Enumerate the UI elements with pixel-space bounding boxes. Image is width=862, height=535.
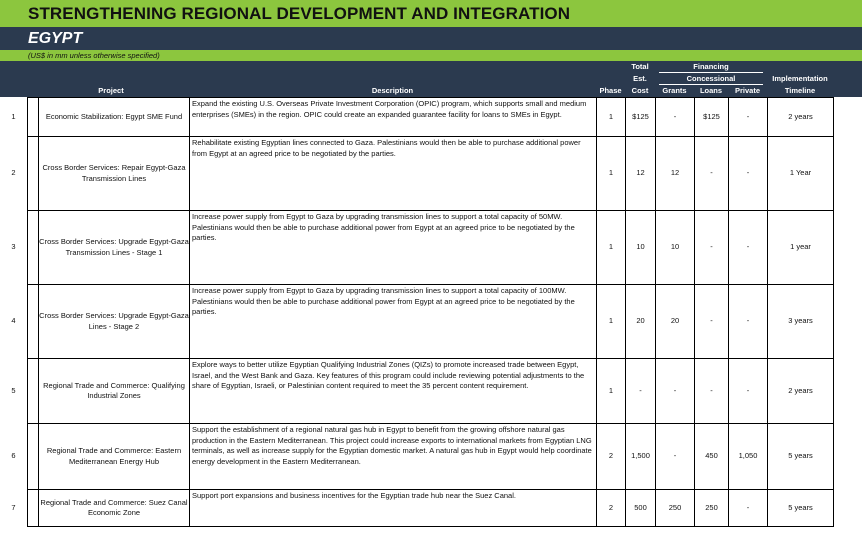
table-row	[28, 285, 834, 359]
grants-cell: 12	[656, 137, 695, 211]
row-number: 3	[11, 242, 16, 251]
loans-cell: -	[695, 137, 729, 211]
timeline-cell: 5 years	[768, 490, 834, 527]
row-number-cell	[28, 98, 39, 137]
description-cell: Support port expansions and business incentives for the Egyptian trade hub near the Suez Canal.	[190, 490, 597, 527]
phase-cell: 1	[597, 285, 626, 359]
grants-cell: -	[656, 359, 695, 424]
loans-cell: -	[695, 285, 729, 359]
header-total-line2: Est.	[633, 74, 647, 83]
project-cell: Cross Border Services: Upgrade Egypt-Gaza Transmission Lines - Stage 1	[39, 211, 190, 285]
row-number-cell	[28, 424, 39, 490]
header-phase: Phase	[599, 86, 622, 95]
row-number-cell	[28, 285, 39, 359]
phase-cell: 1	[597, 98, 626, 137]
concessional-divider	[659, 84, 763, 85]
description-cell: Support the establishment of a regional natural gas hub in Egypt to benefit from the growing offshore natural gas production in the Eastern Mediterranean. This project could increase exports to international markets from Egyptian LNG terminals, as well as increase supply for the Egyptian domestic market. A natural gas hub in Egypt would help coordinate energy development in the Eastern Mediterranean.	[190, 424, 597, 490]
header-project: Project	[98, 86, 124, 95]
private-cell: 1,050	[729, 424, 768, 490]
description-cell: Increase power supply from Egypt to Gaza by upgrading transmission lines to support a total capacity of 100MW. Palestinians would then be able to purchase additional power from Egypt at an agreed price to be negotiated by the parties.	[190, 285, 597, 359]
grants-cell: -	[656, 98, 695, 137]
project-cell: Economic Stabilization: Egypt SME Fund	[39, 98, 190, 137]
table-row	[28, 98, 834, 137]
grants-cell: -	[656, 424, 695, 490]
phase-cell: 1	[597, 211, 626, 285]
page-title: STRENGTHENING REGIONAL DEVELOPMENT AND INTEGRATION	[0, 0, 862, 27]
row-number-cell	[28, 211, 39, 285]
private-cell: -	[729, 98, 768, 137]
row-number: 5	[11, 386, 16, 395]
table-row	[28, 359, 834, 424]
project-cell: Regional Trade and Commerce: Qualifying Industrial Zones	[39, 359, 190, 424]
table-header	[0, 61, 862, 97]
row-number: 1	[11, 112, 16, 121]
projects-table	[27, 97, 834, 527]
header-description: Description	[371, 86, 414, 95]
phase-cell: 1	[597, 137, 626, 211]
header-total-line1: Total	[631, 62, 649, 71]
timeline-cell: 2 years	[768, 359, 834, 424]
header-financing: Financing	[693, 62, 729, 71]
timeline-cell: 2 years	[768, 98, 834, 137]
timeline-cell: 1 year	[768, 211, 834, 285]
table-row	[28, 137, 834, 211]
description-cell: Expand the existing U.S. Overseas Private Investment Corporation (OPIC) program, which supports small and medium enterprises (SMEs) in the region. OPIC could create an expanded guarantee facility for loans to SMEs in Egypt.	[190, 98, 597, 137]
header-total-line3: Cost	[631, 86, 649, 95]
header-loans: Loans	[699, 86, 723, 95]
cost-cell: -	[626, 359, 656, 424]
cost-cell: 10	[626, 211, 656, 285]
header-timeline-line1: Implementation	[772, 74, 828, 83]
financing-divider	[659, 72, 763, 73]
row-number-cell	[28, 137, 39, 211]
row-number: 4	[11, 316, 16, 325]
cost-cell: 1,500	[626, 424, 656, 490]
grants-cell: 20	[656, 285, 695, 359]
project-cell: Cross Border Services: Upgrade Egypt-Gaza Lines - Stage 2	[39, 285, 190, 359]
phase-cell: 1	[597, 359, 626, 424]
loans-cell: $125	[695, 98, 729, 137]
private-cell: -	[729, 137, 768, 211]
loans-cell: 250	[695, 490, 729, 527]
header-timeline-line2: Timeline	[784, 86, 816, 95]
table-row	[28, 424, 834, 490]
loans-cell: -	[695, 359, 729, 424]
table-row	[28, 490, 834, 527]
units-note: (US$ in mm unless otherwise specified)	[0, 50, 862, 61]
row-number: 2	[11, 168, 16, 177]
description-cell: Rehabilitate existing Egyptian lines connected to Gaza. Palestinians would then be able to purchase additional power from Egypt at an agreed price to be negotiated by the parties.	[190, 137, 597, 211]
header-grants: Grants	[662, 86, 687, 95]
cost-cell: 12	[626, 137, 656, 211]
row-number-cell	[28, 490, 39, 527]
description-cell: Increase power supply from Egypt to Gaza by upgrading transmission lines to support a total capacity of 50MW. Palestinians would then be able to purchase additional power from Egypt at an agreed price to be negotiated by the parties.	[190, 211, 597, 285]
project-cell: Regional Trade and Commerce: Suez Canal Economic Zone	[39, 490, 190, 527]
timeline-cell: 1 Year	[768, 137, 834, 211]
row-number-cell	[28, 359, 39, 424]
project-cell: Cross Border Services: Repair Egypt-Gaza Transmission Lines	[39, 137, 190, 211]
row-number: 6	[11, 451, 16, 460]
phase-cell: 2	[597, 490, 626, 527]
cost-cell: $125	[626, 98, 656, 137]
grants-cell: 10	[656, 211, 695, 285]
private-cell: -	[729, 211, 768, 285]
phase-cell: 2	[597, 424, 626, 490]
timeline-cell: 5 years	[768, 424, 834, 490]
header-concessional: Concessional	[686, 74, 736, 83]
loans-cell: 450	[695, 424, 729, 490]
private-cell: -	[729, 490, 768, 527]
header-private: Private	[734, 86, 761, 95]
country-subtitle: EGYPT	[0, 27, 862, 50]
row-number: 7	[11, 503, 16, 512]
private-cell: -	[729, 285, 768, 359]
loans-cell: -	[695, 211, 729, 285]
project-cell: Regional Trade and Commerce: Eastern Mediterranean Energy Hub	[39, 424, 190, 490]
cost-cell: 500	[626, 490, 656, 527]
private-cell: -	[729, 359, 768, 424]
description-cell: Explore ways to better utilize Egyptian Qualifying Industrial Zones (QIZs) to promote increased trade between Egypt, Israel, and the West Bank and Gaza. Key features of this program could include reviewing potential adjustments to the share of Egyptian, Israeli, or Palestinian content required to meet the 35 percent content requirement.	[190, 359, 597, 424]
cost-cell: 20	[626, 285, 656, 359]
timeline-cell: 3 years	[768, 285, 834, 359]
grants-cell: 250	[656, 490, 695, 527]
table-row	[28, 211, 834, 285]
